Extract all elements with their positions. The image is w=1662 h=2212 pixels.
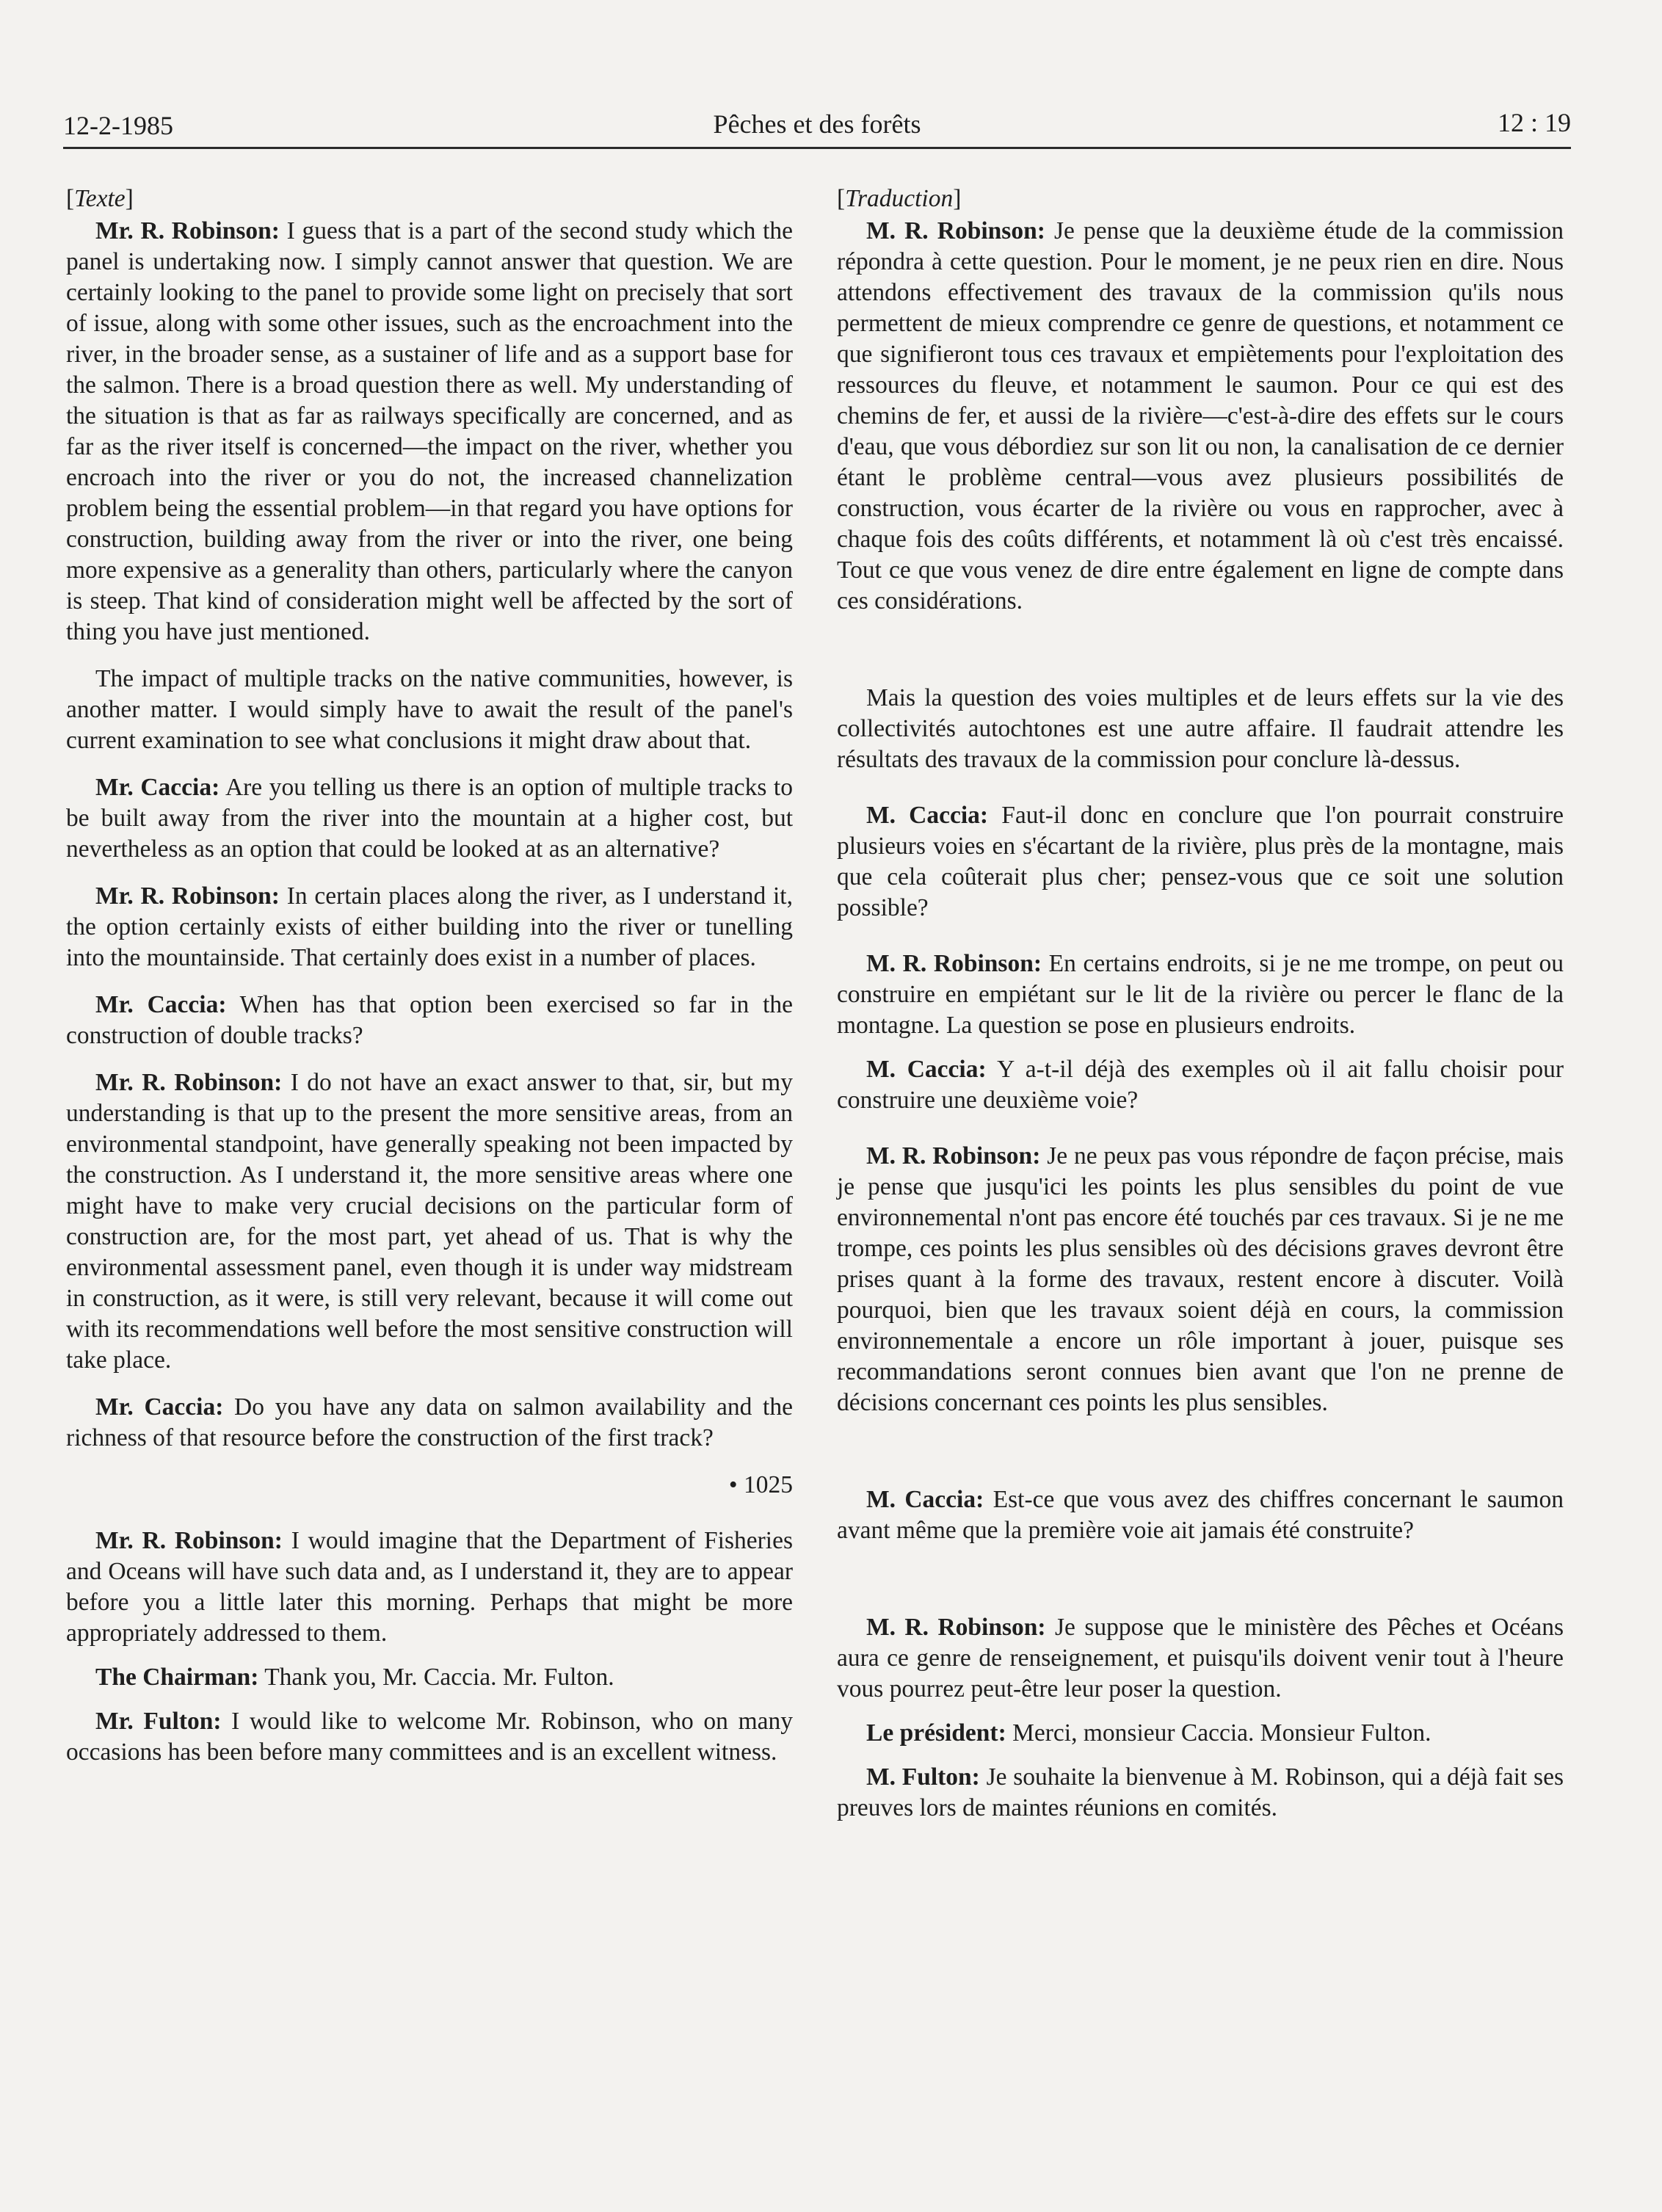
paragraph-text: Je pense que la deuxième étude de la commission répondra à cette question. Pour le moment, je ne peux rien en dire. Nous attendons effectivement des travaux de la commission qu'ils nous permettent de mieux comprendre ce genre de questions, et notamment ce que signifieront tous ces travaux et empiètements pour l'exploitation des ressources du fleuve, et notamment le saumon. Pour ce qui est des chemins de fer, et aussi de la rivière—c'est-à-dire des effets sur le cours d'eau, que vous débordiez sur son lit ou non, la canalisation de ce dernier étant le problème central—vous avez plusieurs possibilités de construction, vous écarter de la rivière ou vous en rapprocher, avec à chaque fois des coûts différents, et notamment là où c'est très encaissé. Tout ce que vous venez de dire entre également en ligne de compte dans ces considérations.	[837, 217, 1564, 614]
column-label: [Texte]	[66, 185, 134, 212]
paragraph	[837, 800, 1564, 924]
paragraph-text: Est-ce que vous avez des chiffres concernant le saumon avant même que la première voie ait jamais été construite?	[837, 1486, 1564, 1544]
paragraph	[837, 1141, 1564, 1418]
speaker-name: M. R. Robinson:	[866, 1614, 1046, 1641]
speaker-name: The Chairman:	[95, 1664, 259, 1691]
speaker-name: Mr. Caccia:	[95, 1393, 224, 1421]
paragraph-text: Y a-t-il déjà des exemples où il ait fallu choisir pour construire une deuxième voie?	[837, 1056, 1564, 1114]
speaker-name: M. Caccia:	[866, 1486, 984, 1513]
page-header	[63, 94, 1571, 149]
paragraph-text: The impact of multiple tracks on the native communities, however, is another matter. I would simply have to await the result of the panel's current examination to see what conclusions it might draw about that.	[66, 665, 793, 754]
column-label-text: Traduction	[845, 185, 954, 212]
paragraph-text: Are you telling us there is an option of multiple tracks to be built away from the river into the mountain at a higher cost, but nevertheless as an option that could be looked at as an alternative?	[66, 774, 793, 863]
paragraph-text: Je ne peux pas vous répondre de façon précise, mais je pense que jusqu'ici les points les plus sensibles du point de vue environnemental n'ont pas encore été touchés par ces travaux. Si je ne me trompe, ces points les plus sensibles où des décisions graves devront être prises quant à la forme des travaux, restent encore à discuter. Voilà pourquoi, bien que les travaux soient déjà en cours, la commission environnementale a encore un rôle important à jouer, puisque ses recommandations seront connues bien avant que l'on ne prenne de décisions concernant ces points les plus sensibles.	[837, 1142, 1564, 1416]
paragraph-text: Je souhaite la bienvenue à M. Robinson, qui a déjà fait ses preuves lors de maintes réunions en comités.	[837, 1763, 1564, 1821]
paragraph	[66, 1392, 793, 1454]
speaker-name: M. Caccia:	[866, 1056, 987, 1083]
paragraph	[66, 1526, 793, 1649]
paragraph	[66, 1706, 793, 1768]
paragraph	[837, 1718, 1564, 1749]
paragraph-text: Je suppose que le ministère des Pêches et Océans aura ce genre de renseignement, et puisqu'ils doivent venir tout à l'heure vous pourrez peut-être leur poser la question.	[837, 1614, 1564, 1702]
speaker-name: M. R. Robinson:	[866, 950, 1042, 977]
paragraph	[837, 1054, 1564, 1116]
speaker-name: Mr. R. Robinson:	[95, 217, 280, 244]
paragraph	[66, 216, 793, 648]
paragraph-text: When has that option been exercised so far in the construction of double tracks?	[66, 991, 793, 1049]
speaker-name: Mr. R. Robinson:	[95, 882, 280, 910]
paragraph-text: I do not have an exact answer to that, sir, but my understanding is that up to the present the more sensitive areas, from an environmental standpoint, have generally speaking not been impacted by the construction. As I understand it, the more sensitive areas where one might have to make very crucial decisions on the particular form of construction are, for the most part, yet ahead of us. That is why the environmental assessment panel, even though it is under way midstream in construction, as it were, is still very relevant, because it will come out with its recommendations well before the most sensitive construction will take place.	[66, 1069, 793, 1374]
paragraph-text: Faut-il donc en conclure que l'on pourrait construire plusieurs voies en s'écartant de la rivière, plus près de la montagne, mais que cela coûterait plus cher; pensez-vous que ce soit une solution possible?	[837, 802, 1564, 921]
paragraph-text: Merci, monsieur Caccia. Monsieur Fulton.	[1006, 1719, 1431, 1747]
french-column	[837, 184, 1564, 1837]
paragraph	[66, 881, 793, 973]
speaker-name: Mr. Caccia:	[95, 774, 220, 801]
speaker-name: Mr. Caccia:	[95, 991, 227, 1018]
speaker-name: M. R. Robinson:	[866, 217, 1045, 244]
time-marker: • 1025	[728, 1471, 793, 1498]
paragraph	[66, 990, 793, 1051]
header-page-number: 12 : 19	[1497, 108, 1571, 137]
paragraph	[837, 1612, 1564, 1705]
paragraph	[66, 1662, 793, 1693]
paragraph-text: Thank you, Mr. Caccia. Mr. Fulton.	[258, 1664, 614, 1691]
paragraph-text: Do you have any data on salmon availability and the richness of that resource before the construction of the first track?	[66, 1393, 793, 1451]
paragraph	[66, 1067, 793, 1376]
paragraph	[837, 683, 1564, 775]
english-column	[66, 184, 793, 1781]
paragraph	[837, 949, 1564, 1041]
speaker-name: Mr. R. Robinson:	[95, 1527, 283, 1554]
header-date: 12-2-1985	[63, 111, 173, 140]
paragraph-text: En certains endroits, si je ne me trompe, on peut ou construire en empiétant sur le lit de la rivière ou percer le flanc de la montagne. La question se pose en plusieurs endroits.	[837, 950, 1564, 1039]
speaker-name: Mr. Fulton:	[95, 1708, 222, 1735]
header-title: Pêches et des forêts	[713, 109, 921, 139]
speaker-name: Mr. R. Robinson:	[95, 1069, 283, 1096]
speaker-name: M. R. Robinson:	[866, 1142, 1041, 1170]
paragraph-text: In certain places along the river, as I understand it, the option certainly exists of either building into the river or tunelling into the mountainside. That certainly does exist in a number of places.	[66, 882, 793, 971]
paragraph-text: Mais la question des voies multiples et de leurs effets sur la vie des collectivités autochtones est une autre affaire. Il faudrait attendre les résultats des travaux de la commission pour conclure là-dessus.	[837, 684, 1564, 773]
speaker-name: M. Caccia:	[866, 802, 989, 829]
speaker-name: M. Fulton:	[866, 1763, 980, 1791]
column-label-text: Texte	[74, 185, 126, 212]
speaker-name: Le président:	[866, 1719, 1006, 1747]
paragraph	[837, 216, 1564, 617]
paragraph	[837, 1484, 1564, 1546]
paragraph-text: I would imagine that the Department of Fisheries and Oceans will have such data and, as I understand it, they are to appear before you a little later this morning. Perhaps that might be more appropriately addressed to them.	[66, 1527, 793, 1647]
paragraph	[837, 1762, 1564, 1824]
column-label: [Traduction]	[837, 185, 962, 212]
paragraph	[66, 772, 793, 865]
paragraph-text: I guess that is a part of the second study which the panel is undertaking now. I simply cannot answer that question. We are certainly looking to the panel to provide some light on precisely that sort of issue, along with some other issues, such as the encroachment into the river, in the broader sense, as a sustainer of life and as a support base for the salmon. There is a broad question there as well. My understanding of the situation is that as far as railways specifically are concerned, and as far as the river itself is concerned—the impact on the river, whether you encroach into the river or you do not, the increased channelization problem being the essential problem—in that regard you have options for construction, building away from the river or into the river, one being more expensive as a generality than others, particularly where the canyon is steep. That kind of consideration might well be affected by the sort of thing you have just mentioned.	[66, 217, 793, 645]
paragraph	[66, 664, 793, 756]
paragraph-text: I would like to welcome Mr. Robinson, who on many occasions has been before many committees and is an excellent witness.	[66, 1708, 793, 1766]
